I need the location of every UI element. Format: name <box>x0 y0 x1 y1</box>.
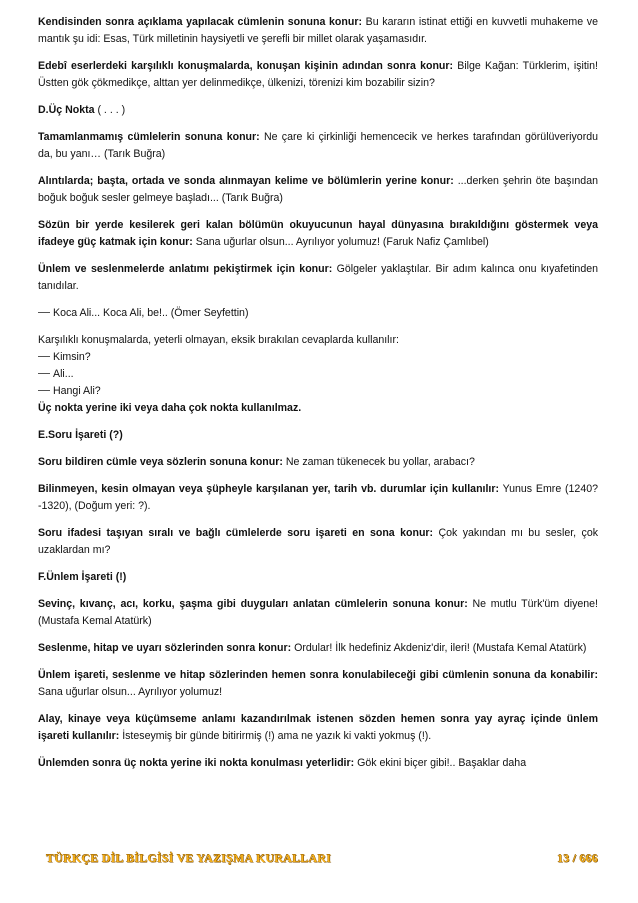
example-text: Çok yakından mı bu sesler, çok uzaklardan mı? <box>38 527 599 556</box>
example-text: ...derken şehrin öte başından boğuk boğuk sesler gelmeye başladı... (Tarık Buğra) <box>38 175 598 204</box>
dialog-intro: Karşılıklı konuşmalarda, yeterli olmayan, eksik bırakılan cevaplarda kullanılır: <box>38 334 399 346</box>
paragraph <box>38 755 598 772</box>
quote-line <box>38 305 598 322</box>
example-text: Ne çare ki çirkinliği hemencecik ve herkes tarafından görülüveriyordu da, bu yanı… (Tarık Buğra) <box>38 131 599 160</box>
paragraph <box>38 481 598 515</box>
footer-title-part2: DİL BİLGİSİ VE YAZIŞMA KURALLARI <box>98 851 332 865</box>
paragraph <box>38 58 598 92</box>
paragraph <box>38 217 598 251</box>
dash-mark <box>38 390 50 391</box>
example-text: Ordular! İlk hedefiniz Akdeniz'dir, ileri! (Mustafa Kemal Atatürk) <box>291 642 587 654</box>
dialog-line <box>38 366 598 383</box>
paragraph <box>38 525 598 559</box>
rule-text: Edebî eserlerdeki karşılıklı konuşmalarda, konuşan kişinin adından sonra konur: <box>38 60 454 72</box>
page-content <box>38 14 598 772</box>
rule-text: Seslenme, hitap ve uyarı sözlerinden sonra konur: <box>38 642 292 654</box>
paragraph <box>38 596 598 630</box>
example-text: Ne zaman tükenecek bu yollar, arabacı? <box>282 456 475 468</box>
dialog-block <box>38 332 598 417</box>
paragraph <box>38 667 598 701</box>
example-text: Bu kararın istinat ettiği en kuvvetli muhakeme ve mantık şu idi: Esas, Türk milletinin haysiyetli ve şerefli bir millet olarak yaşamasıdır. <box>38 16 598 45</box>
rule-text: Üç nokta yerine iki veya daha çok nokta kullanılmaz. <box>38 402 302 414</box>
dash-mark <box>38 312 50 313</box>
rule-text: Ünlem işareti, seslenme ve hitap sözlerinden hemen sonra konulabileceği gibi cümlenin sonuna da konabilir: <box>38 669 598 681</box>
example-text: Gölgeler yaklaştılar. Bir adım kalınca onu kıyafetinden tanıdılar. <box>38 263 599 292</box>
rule-text: Sevinç, kıvanç, acı, korku, şaşma gibi duyguları anlatan cümlelerin sonuna konur: <box>38 598 468 610</box>
paragraph <box>38 711 598 745</box>
paragraph <box>38 261 598 295</box>
dialog-text: Hangi Ali? <box>53 385 101 397</box>
paragraph <box>38 14 598 48</box>
rule-text: Bilinmeyen, kesin olmayan veya şüpheyle karşılanan yer, tarih vb. durumlar için kullanılır: <box>38 483 500 495</box>
rule-text: Soru bildiren cümle veya sözlerin sonuna konur: <box>38 456 283 468</box>
dialog-text: Kimsin? <box>53 351 91 363</box>
rule-text: Ünlem ve seslenmelerde anlatımı pekiştirmek için konur: <box>38 263 333 275</box>
dialog-line <box>38 349 598 366</box>
example-text: İsteseymiş bir günde bitirirmiş (!) ama ne yazık ki vakti yokmuş (!). <box>119 730 432 742</box>
footer-title-part1: TÜRKÇE <box>46 851 99 865</box>
rule-text: Sözün bir yerde kesilerek geri kalan bölümün okuyucunun hayal dünyasına bırakıldığını göstermek veya ifadeye güç katmak için konur: <box>38 219 598 248</box>
paragraph <box>38 173 598 207</box>
example-text: Ne mutlu Türk'üm diyene! (Mustafa Kemal Atatürk) <box>38 598 598 627</box>
dash-mark <box>38 356 50 357</box>
heading-symbol: ( . . . ) <box>94 104 126 116</box>
example-text: Sana uğurlar olsun... Ayrılıyor yolumuz! <box>38 686 223 698</box>
page-footer <box>46 850 598 870</box>
footer-title <box>46 850 331 867</box>
rule-text: Alıntılarda; başta, ortada ve sonda alınmayan kelime ve bölümlerin yerine konur: <box>38 175 454 187</box>
rule-text: Kendisinden sonra açıklama yapılacak cümlenin sonuna konur: <box>38 16 362 28</box>
section-heading-e: E.Soru İşareti (?) <box>38 429 123 441</box>
section-heading-f: F.Ünlem İşareti (!) <box>38 571 127 583</box>
paragraph <box>38 129 598 163</box>
rule-text: Ünlemden sonra üç nokta yerine iki nokta konulması yeterlidir: <box>38 757 355 769</box>
example-text: Yunus Emre (1240?-1320), (Doğum yeri: ?). <box>38 483 598 512</box>
dialog-line <box>38 383 598 400</box>
example-text: Sana uğurlar olsun... Ayrılıyor yolumuz! (Faruk Nafiz Çamlıbel) <box>192 236 489 248</box>
dialog-text: Ali... <box>53 368 74 380</box>
rule-text: Tamamlanmamış cümlelerin sonuna konur: <box>38 131 260 143</box>
example-text: Bilge Kağan: Türklerim, işitin! Üstten gök çökmedikçe, alttan yer delinmedikçe, ülkenizi, törenizi kim bozabilir sizin? <box>38 60 598 89</box>
page-number: 13 / 666 <box>557 851 598 865</box>
heading-title: D.Üç Nokta <box>38 104 95 116</box>
section-heading-d <box>38 102 598 119</box>
dash-mark <box>38 373 50 374</box>
example-text: Gök ekini biçer gibi!.. Başaklar daha <box>354 757 527 769</box>
rule-text: Alay, kinaye veya küçümseme anlamı kazandırılmak istenen sözden hemen sonra yay ayraç içinde ünlem işareti kullanılır: <box>38 713 598 742</box>
rule-text: Soru ifadesi taşıyan sıralı ve bağlı cümlelerde soru işareti en sona konur: <box>38 527 434 539</box>
quote-text: Koca Ali... Koca Ali, be!.. (Ömer Seyfettin) <box>53 307 249 319</box>
paragraph <box>38 640 598 657</box>
paragraph <box>38 454 598 471</box>
